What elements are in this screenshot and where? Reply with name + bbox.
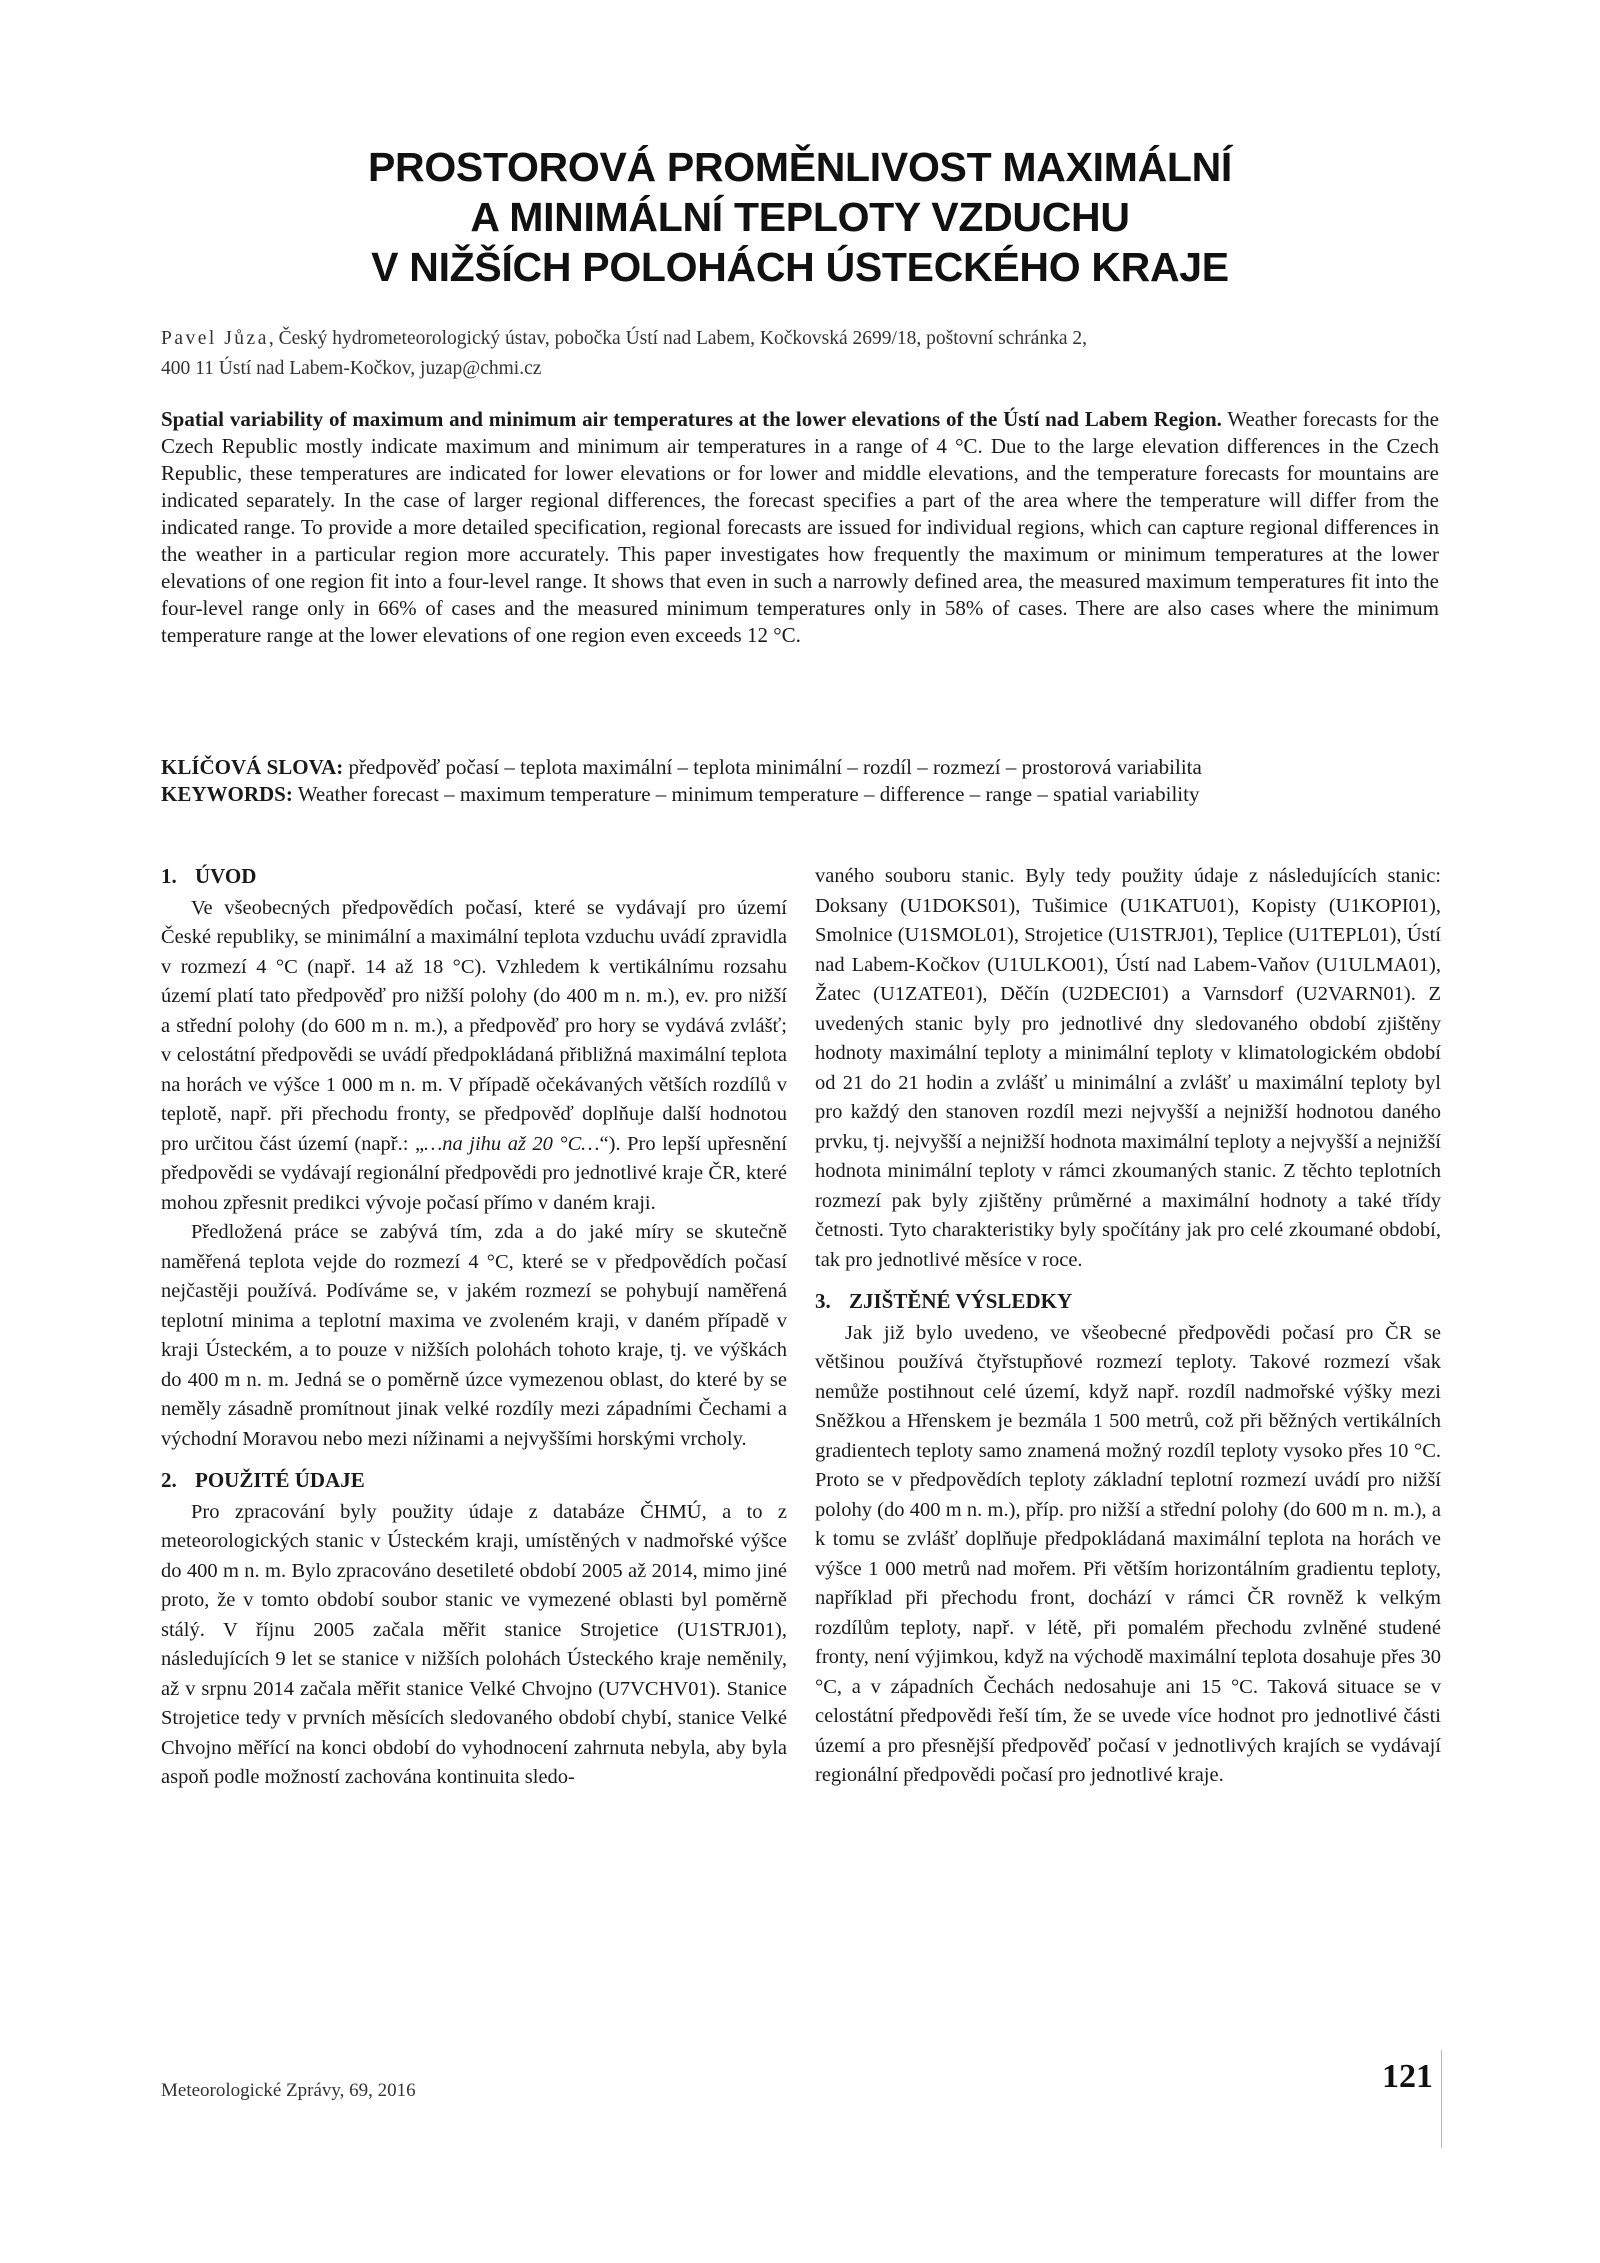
keywords-cz-text: předpověď počasí – teplota maximální – teplota minimální – rozdíl – rozmezí – prostorová variabilita [343, 755, 1202, 779]
page-number: 121 [1382, 2058, 1433, 2095]
title-line: V NIŽŠÍCH POLOHÁCH ÚSTECKÉHO KRAJE [371, 244, 1229, 290]
section-title: ZJIŠTĚNÉ VÝSLEDKY [849, 1289, 1073, 1313]
paragraph: Pro zpracování byly použity údaje z databáze ČHMÚ, a to z meteorologických stanic v Ústeckém kraji, umístěných v nadmořské výšce do 400 m n. m. Bylo zpracováno desetileté období 2005 až 2014, mimo jiné proto, že v tomto období soubor stanic ve vymezené oblasti byl poměrně stálý. V říjnu 2005 začala měřit stanice Strojetice (U1STRJ01), následujících 9 let se stanice v nižších polohách Ústeckého kraje neměnily, až v srpnu 2014 začala měřit stanice Velké Chvojno (U7VCHV01). Stanice Strojetice tedy v prvních měsících sledovaného období chybí, stanice Velké Chvojno měřící na konci období do vyhodnocení zahrnuta nebyla, aby byla aspoň podle možností zachována kontinuita sledo- [161, 1500, 787, 1788]
title-line: PROSTOROVÁ PROMĚNLIVOST MAXIMÁLNÍ [367, 144, 1233, 190]
paragraph-text: Ve všeobecných předpovědích počasí, které se vydávají pro území České republiky, se minimální a maximální teplota vzduchu uvádí zpravidla v rozmezí 4 °C (např. 14 až 18 °C). Vzhledem k vertikálnímu rozsahu území platí tato předpověď pro nižší polohy (do 400 m n. m.), ev. pro nižší a střední polohy (do 600 m n. m.), a předpověď pro hory se vydává zvlášť; v celostátní předpovědi se uvádí předpokládaná přibližná maximální teplota na horách ve výšce 1 000 m n. m. V případě očekávaných větších rozdílů v teplotě, např. při přechodu fronty, se předpověď doplňuje další hodnotou pro určitou část území (např.: „ [161, 896, 787, 1155]
author-name: Pavel Jůza [161, 328, 269, 349]
keywords-en-label: KEYWORDS: [161, 782, 293, 806]
article-title [160, 142, 1440, 292]
journal-footer: Meteorologické Zprávy, 69, 2016 [161, 2080, 416, 2101]
author-affiliation: , Český hydrometeorologický ústav, pobočka Ústí nad Labem, Kočkovská 2699/18, poštovní schránka 2, [268, 328, 1087, 349]
section-title: ÚVOD [195, 864, 257, 888]
section-number: 2. [161, 1468, 177, 1492]
paragraph-text: “). Pro lepší upřesnění předpovědi se vydávají regionální předpovědi pro jednotlivé kraje ČR, které mohou zpřesnit predikci vývoje počasí přímo v daném kraji. [161, 1132, 787, 1214]
paragraph [161, 894, 787, 1219]
section-title: POUŽITÉ ÚDAJE [195, 1468, 365, 1492]
keywords-cz [161, 754, 1451, 781]
section-heading-pouzite-udaje [161, 1466, 787, 1496]
keywords-en-text: Weather forecast – maximum temperature – minimum temperature – difference – range – spatial variability [292, 782, 1200, 806]
abstract [161, 406, 1439, 649]
quote-emphasis: …na jihu až 20 °C… [424, 1132, 600, 1155]
author-line [161, 324, 1441, 354]
paragraph-continued: vaného souboru stanic. Byly tedy použity údaje z následujících stanic: Doksany (U1DOKS01), Tušimice (U1KATU01), Kopisty (U1KOPI01), Smolnice (U1SMOL01), Strojetice (U1STRJ01), Teplice (U1TEPL01), Ústí nad Labem-Kočkov (U1ULKO01), Ústí nad Labem-Vaňov (U1ULMA01), Žatec (U1ZATE01), Děčín (U2DECI01) a Varnsdorf (U2VARN01). Z uvedených stanic byly pro jednotlivé dny sledovaného období zjištěny hodnoty maximální teploty a minimální teploty v klimatologickém období od 21 do 21 hodin a zvlášť u minimální a zvlášť u maximální teploty byl pro každý den stanoven rozdíl mezi nejvyšší a nejnižší hodnotou daného prvku, tj. nejvyšší a nejnižší hodnota maximální teploty a nejvyšší a nejnižší hodnota minimální teploty v rámci zkoumaných stanic. Z těchto teplotních rozmezí pak byly zjištěny průměrné a maximální hodnoty a také třídy četnosti. Tyto charakteristiky byly spočítány jak pro celé zkoumané období, tak pro jednotlivé měsíce v roce. [815, 865, 1441, 1271]
left-column [161, 862, 787, 1793]
margin-rule [1441, 2050, 1442, 2148]
right-column [815, 862, 1441, 1791]
keywords-en [161, 781, 1451, 808]
section-heading-uvod [161, 862, 787, 892]
section-heading-zjistene-vysledky [815, 1287, 1441, 1317]
paragraph: Předložená práce se zabývá tím, zda a do jaké míry se skutečně naměřená teplota vejde do rozmezí 4 °C, které se v předpovědích počasí nejčastěji používá. Podíváme se, v jakém rozmezí se pohybují naměřená teplotní minima a teplotní maxima ve zvoleném kraji, v daném případě v kraji Ústeckém, a to pouze v nižších polohách tohoto kraje, tj. ve výškách do 400 m n. m. Jedná se o poměrně úzce vymezenou oblast, do které by se neměly zásadně promítnout jinak velké rozdíly mezi západními Čechami a východní Moravou nebo mezi nížinami a nejvyššími horskými vrcholy. [161, 1221, 787, 1450]
keywords-block [161, 754, 1451, 808]
paragraph: Jak již bylo uvedeno, ve všeobecné předpovědi počasí pro ČR se většinou používá čtyřstupňové rozmezí teploty. Takové rozmezí však nemůže postihnout celé území, když např. rozdíl nadmořské výšky mezi Sněžkou a Hřenskem je bezmála 1 500 metrů, což při běžných vertikálních gradientech teploty samo znamená možný rozdíl teploty vysoko přes 10 °C. Proto se v předpovědích teploty základní teplotní rozmezí uvádí pro nižší polohy (do 400 m n. m.), příp. pro nižší a střední polohy (do 600 m n. m.), a k tomu se zvlášť doplňuje předpokládaná maximální teplota na horách ve výšce 1 000 metrů nad mořem. Při větším horizontálním gradientu teploty, například při přechodu front, dochází v rámci ČR rovněž k velkým rozdílům teploty, např. v létě, při pomalém přechodu zvlněné studené fronty, není výjimkou, když na východě maximální teplota dosahuje přes 30 °C, a v západních Čechách nedosahuje ani 15 °C. Taková situace se v celostátní předpovědi řeší tím, že se uvede více hodnot pro jednotlivé části území a pro přesnější předpověď počasí v jednotlivých krajích se vydávají regionální předpovědi počasí pro jednotlivé kraje. [815, 1321, 1441, 1786]
title-line: A MINIMÁLNÍ TEPLOTY VZDUCHU [470, 194, 1130, 240]
keywords-cz-label: KLÍČOVÁ SLOVA: [161, 755, 344, 779]
abstract-text: Weather forecasts for the Czech Republic mostly indicate maximum and minimum air temperatures in a range of 4 °C. Due to the large elevation differences in the Czech Republic, these temperatures are indicated for lower elevations or for lower and middle elevations, and the temperature forecasts for mountains are indicated separately. In the case of larger regional differences, the forecast specifies a part of the area where the temperature will differ from the indicated range. To provide a more detailed specification, regional forecasts are issued for individual regions, which can capture regional differences in the weather in a particular region more accurately. This paper investigates how frequently the maximum or minimum temperatures at the lower elevations of one region fit into a four-level range. It shows that even in such a narrowly defined area, the measured maximum temperatures fit into the four-level range only in 66% of cases and the measured minimum temperatures only in 58% of cases. There are also cases where the minimum temperature range at the lower elevations of one region even exceeds 12 °C. [161, 407, 1439, 647]
section-number: 3. [815, 1289, 831, 1313]
abstract-title: Spatial variability of maximum and minimum air temperatures at the lower elevations of the Ústí nad Labem Region. [161, 407, 1222, 431]
author-block [161, 324, 1441, 384]
author-address: 400 11 Ústí nad Labem-Kočkov, juzap@chmi.cz [161, 358, 542, 379]
section-number: 1. [161, 864, 177, 888]
